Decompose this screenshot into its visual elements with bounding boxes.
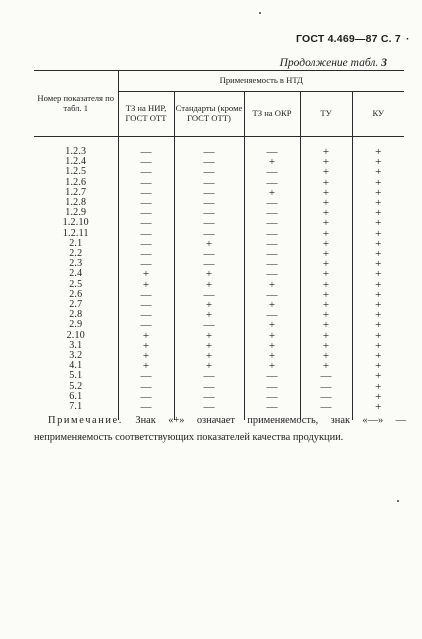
applicability-cell: + [300, 300, 352, 310]
indicator-number-cell: 7.1 [34, 402, 118, 412]
applicability-cell: + [300, 310, 352, 320]
applicability-cell: — [244, 392, 300, 402]
applicability-cell: + [300, 157, 352, 167]
applicability-cell: + [352, 218, 404, 228]
table-row [34, 361, 404, 371]
applicability-cell: + [352, 249, 404, 259]
applicability-cell: — [244, 147, 300, 157]
applicability-cell: — [118, 259, 174, 269]
standard-number: ГОСТ 4.469—87 [296, 33, 378, 45]
indicator-number-cell: 3.2 [34, 351, 118, 361]
table-row [34, 188, 404, 198]
applicability-cell: + [352, 229, 404, 239]
applicability-cell: — [118, 239, 174, 249]
applicability-cell: + [244, 320, 300, 330]
applicability-cell: + [118, 269, 174, 279]
applicability-cell: + [118, 341, 174, 351]
indicator-number-cell: 1.2.5 [34, 167, 118, 177]
table-row [34, 167, 404, 177]
table-body [34, 137, 404, 421]
indicator-number-cell: 2.1 [34, 239, 118, 249]
applicability-cell: — [174, 259, 244, 269]
applicability-cell: — [118, 229, 174, 239]
applicability-cell: + [352, 310, 404, 320]
column-header: ТЗ на ОКР [244, 92, 300, 137]
indicator-number-cell: 1.2.3 [34, 147, 118, 157]
applicability-cell: — [118, 178, 174, 188]
applicability-cell: + [352, 351, 404, 361]
applicability-cell: + [352, 208, 404, 218]
applicability-cell: + [174, 341, 244, 351]
table-row [34, 331, 404, 341]
applicability-cell: + [174, 351, 244, 361]
applicability-cell: + [352, 188, 404, 198]
applicability-cell: — [118, 188, 174, 198]
indicator-number-cell: 4.1 [34, 361, 118, 371]
applicability-cell: + [244, 188, 300, 198]
applicability-cell: — [244, 239, 300, 249]
indicator-number-cell: 3.1 [34, 341, 118, 351]
applicability-cell: + [244, 157, 300, 167]
applicability-cell: + [244, 361, 300, 371]
note-lead: Примечание. [48, 415, 123, 426]
applicability-table [34, 70, 404, 420]
applicability-cell: + [352, 341, 404, 351]
applicability-cell: + [352, 239, 404, 249]
applicability-cell: + [174, 239, 244, 249]
table-row [34, 320, 404, 330]
page-header [296, 33, 410, 45]
applicability-cell: + [300, 351, 352, 361]
table-row [34, 208, 404, 218]
applicability-cell: + [300, 218, 352, 228]
applicability-cell: — [174, 167, 244, 177]
applicability-cell: + [118, 361, 174, 371]
applicability-cell: — [174, 290, 244, 300]
indicator-number-cell: 1.2.7 [34, 188, 118, 198]
applicability-cell: + [300, 361, 352, 371]
applicability-cell: + [174, 331, 244, 341]
indicator-number-cell: 1.2.4 [34, 157, 118, 167]
applicability-cell: — [244, 402, 300, 412]
applicability-cell: — [118, 300, 174, 310]
applicability-cell: — [174, 249, 244, 259]
applicability-cell: — [174, 178, 244, 188]
applicability-cell: — [244, 382, 300, 392]
table-row [34, 392, 404, 402]
table-row [34, 157, 404, 167]
applicability-cell: + [352, 300, 404, 310]
table-row [34, 229, 404, 239]
applicability-cell: — [300, 392, 352, 402]
applicability-cell: — [118, 249, 174, 259]
applicability-cell: + [174, 361, 244, 371]
applicability-cell: — [118, 382, 174, 392]
indicator-number-cell: 5.2 [34, 382, 118, 392]
applicability-cell: — [174, 402, 244, 412]
applicability-cell: + [300, 259, 352, 269]
table-row [34, 198, 404, 208]
applicability-cell: + [118, 351, 174, 361]
indicator-number-cell: 2.8 [34, 310, 118, 320]
applicability-cell: — [174, 208, 244, 218]
applicability-cell: + [174, 310, 244, 320]
table-spacer-row [34, 137, 404, 148]
applicability-cell: — [118, 167, 174, 177]
applicability-cell: + [300, 331, 352, 341]
applicability-cell: — [300, 371, 352, 381]
applicability-cell: — [174, 392, 244, 402]
indicator-number-cell: 2.2 [34, 249, 118, 259]
applicability-cell: — [174, 198, 244, 208]
applicability-cell: + [352, 280, 404, 290]
applicability-cell: + [300, 239, 352, 249]
page-number: С. 7 [380, 33, 401, 45]
column-header: Стандарты (кроме ГОСТ ОТТ) [174, 92, 244, 137]
table-row [34, 402, 404, 412]
column-header: ТЗ на НИР, ГОСТ ОТТ [118, 92, 174, 137]
applicability-cell: + [300, 249, 352, 259]
applicability-cell: — [118, 218, 174, 228]
applicability-cell: + [352, 147, 404, 157]
applicability-cell: — [244, 208, 300, 218]
applicability-cell: — [118, 320, 174, 330]
applicability-cell: + [352, 331, 404, 341]
applicability-cell: + [352, 402, 404, 412]
indicator-number-cell: 1.2.11 [34, 229, 118, 239]
table-row [34, 341, 404, 351]
applicability-cell: + [352, 361, 404, 371]
applicability-cell: + [174, 300, 244, 310]
table-continuation-caption [280, 57, 387, 69]
table-row [34, 280, 404, 290]
applicability-cell: + [300, 198, 352, 208]
scan-speck [397, 500, 399, 502]
indicator-number-cell: 2.5 [34, 280, 118, 290]
indicator-number-cell: 5.1 [34, 371, 118, 381]
applicability-cell: + [300, 167, 352, 177]
applicability-cell: + [300, 280, 352, 290]
applicability-cell: — [244, 310, 300, 320]
applicability-cell: — [244, 218, 300, 228]
applicability-cell: — [244, 178, 300, 188]
column-header: ТУ [300, 92, 352, 137]
table-row [34, 239, 404, 249]
applicability-cell: + [244, 341, 300, 351]
applicability-cell: + [352, 198, 404, 208]
applicability-cell: + [352, 320, 404, 330]
applicability-cell: + [352, 167, 404, 177]
table-row [34, 147, 404, 157]
applicability-cell: + [118, 280, 174, 290]
applicability-cell: — [174, 147, 244, 157]
applicability-cell: + [118, 331, 174, 341]
indicator-number-cell: 2.4 [34, 269, 118, 279]
table-row [34, 290, 404, 300]
column-header: КУ [352, 92, 404, 137]
indicator-number-cell: 1.2.8 [34, 198, 118, 208]
indicator-number-cell: 1.2.10 [34, 218, 118, 228]
indicator-number-cell: 2.7 [34, 300, 118, 310]
applicability-cell: — [174, 382, 244, 392]
indicator-number-cell: 2.9 [34, 320, 118, 330]
applicability-cell: + [174, 269, 244, 279]
scan-speck [259, 12, 261, 14]
table-row [34, 300, 404, 310]
indicator-number-cell: 6.1 [34, 392, 118, 402]
table-row [34, 178, 404, 188]
applicability-cell: — [118, 402, 174, 412]
applicability-cell: — [174, 371, 244, 381]
indicator-number-cell: 1.2.6 [34, 178, 118, 188]
applicability-cell: + [300, 269, 352, 279]
applicability-cell: — [118, 208, 174, 218]
applicability-cell: + [352, 371, 404, 381]
applicability-cell: + [352, 269, 404, 279]
indicator-number-cell: 2.6 [34, 290, 118, 300]
applicability-cell: — [244, 290, 300, 300]
applicability-cell: + [352, 178, 404, 188]
applicability-cell: + [300, 341, 352, 351]
applicability-cell: — [118, 310, 174, 320]
table-row [34, 382, 404, 392]
applicability-cell: + [352, 259, 404, 269]
applicability-cell: — [244, 198, 300, 208]
table-row [34, 269, 404, 279]
applicability-cell: — [174, 320, 244, 330]
applicability-cell: + [244, 351, 300, 361]
applicability-cell: + [244, 300, 300, 310]
applicability-cell: — [244, 269, 300, 279]
applicability-cell: + [300, 208, 352, 218]
applicability-cell: — [174, 157, 244, 167]
applicability-cell: — [118, 147, 174, 157]
applicability-cell: + [300, 178, 352, 188]
table-row [34, 218, 404, 228]
applicability-cell: — [118, 290, 174, 300]
page-header-separator: · [406, 33, 410, 45]
indicator-number-cell: 1.2.9 [34, 208, 118, 218]
applicability-cell: — [118, 371, 174, 381]
applicability-cell: — [174, 188, 244, 198]
table-row [34, 371, 404, 381]
table-number: 3 [381, 57, 387, 69]
table-row [34, 249, 404, 259]
applicability-cell: — [300, 402, 352, 412]
applicability-cell: + [300, 290, 352, 300]
table-note [34, 412, 406, 446]
applicability-cell: — [244, 167, 300, 177]
applicability-cell: — [300, 382, 352, 392]
applicability-cell: — [244, 249, 300, 259]
table-row [34, 259, 404, 269]
applicability-cell: — [174, 229, 244, 239]
applicability-cell: — [118, 198, 174, 208]
applicability-cell: — [244, 229, 300, 239]
indicator-number-cell: 2.10 [34, 331, 118, 341]
applicability-cell: — [118, 392, 174, 402]
row-header: Номер показателя по табл. 1 [34, 71, 118, 137]
applicability-cell: + [300, 188, 352, 198]
applicability-cell: + [352, 290, 404, 300]
group-header: Применяемость в НТД [118, 71, 404, 92]
indicator-number-cell: 2.3 [34, 259, 118, 269]
table-row [34, 351, 404, 361]
note-text: Знак «+» означает применяемость, знак «—» — неприменяемость соответствующих показателей качества продукции. [34, 415, 406, 443]
applicability-cell: + [352, 157, 404, 167]
continuation-label: Продолжение табл. [279, 57, 379, 69]
applicability-cell: + [300, 320, 352, 330]
applicability-cell: + [352, 382, 404, 392]
table-row [34, 310, 404, 320]
applicability-cell: + [300, 229, 352, 239]
applicability-cell: + [244, 280, 300, 290]
applicability-cell: + [174, 280, 244, 290]
applicability-cell: + [352, 392, 404, 402]
applicability-cell: — [244, 259, 300, 269]
applicability-cell: + [300, 147, 352, 157]
applicability-cell: + [244, 331, 300, 341]
applicability-cell: — [118, 157, 174, 167]
applicability-cell: — [174, 218, 244, 228]
applicability-cell: — [244, 371, 300, 381]
